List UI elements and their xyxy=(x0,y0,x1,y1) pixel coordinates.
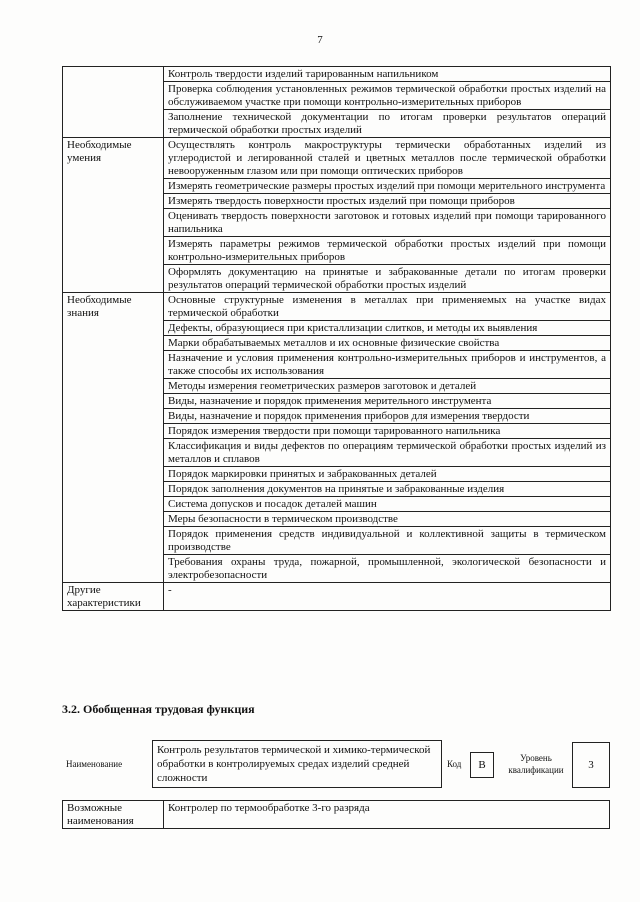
table-cell: Система допусков и посадок деталей машин xyxy=(164,497,611,512)
table-cell: Порядок заполнения документов на принятые и забракованные изделия xyxy=(164,482,611,497)
row-header: Необходимые знания xyxy=(63,293,164,583)
row-header xyxy=(63,67,164,138)
table-row xyxy=(63,138,611,179)
row-header: Необходимые умения xyxy=(63,138,164,293)
table-cell: Порядок измерения твердости при помощи тарированного напильника xyxy=(164,424,611,439)
function-code-value: B xyxy=(470,752,494,778)
possible-positions-label: Возможные наименования xyxy=(63,801,164,829)
table-cell: Виды, назначение и порядок применения мерительного инструмента xyxy=(164,394,611,409)
table-cell: Виды, назначение и порядок применения приборов для измерения твердости xyxy=(164,409,611,424)
table-cell: Назначение и условия применения контрольно-измерительных приборов и инструментов, а также способы их использования xyxy=(164,351,611,379)
requirements-table xyxy=(62,66,611,611)
table-cell: Меры безопасности в термическом производстве xyxy=(164,512,611,527)
row-header: Другие характеристики xyxy=(63,583,164,611)
table-cell: Измерять твердость поверхности простых изделий при помощи приборов xyxy=(164,194,611,209)
function-name-label: Наименование xyxy=(66,759,123,769)
table-cell: Классификация и виды дефектов по операциям термической обработки простых изделий из металлов и сплавов xyxy=(164,439,611,467)
table-cell: Требования охраны труда, пожарной, промышленной, экологической безопасности и электробезопасности xyxy=(164,555,611,583)
table-cell: Проверка соблюдения установленных режимов термической обработки простых изделий на обслуживаемом участке при помощи контрольно-измерительных приборов xyxy=(164,82,611,110)
table-cell: - xyxy=(164,583,611,611)
possible-positions-value: Контролер по термообработке 3-го разряда xyxy=(164,801,610,829)
function-code-label: Код xyxy=(447,759,462,769)
table-cell: Методы измерения геометрических размеров заготовок и деталей xyxy=(164,379,611,394)
page-number: 7 xyxy=(317,34,323,46)
table-cell: Оценивать твердость поверхности заготовок и готовых изделий при помощи тарированного напильника xyxy=(164,209,611,237)
generalized-function-row xyxy=(62,740,610,790)
table-cell: Порядок маркировки принятых и забракованных деталей xyxy=(164,467,611,482)
table-row xyxy=(63,293,611,321)
section-title: 3.2. Обобщенная трудовая функция xyxy=(62,702,255,716)
possible-positions-table xyxy=(62,800,610,829)
function-name-value: Контроль результатов термической и химико-термической обработки в контролируемых средах изделий средней сложности xyxy=(152,740,442,788)
table-cell: Осуществлять контроль макроструктуры термически обработанных изделий из углеродистой и легированной сталей и цветных металлов после термической обработки невооруженным глазом или при помощи оптических приборов xyxy=(164,138,611,179)
table-cell: Дефекты, образующиеся при кристаллизации слитков, и методы их выявления xyxy=(164,321,611,336)
table-row xyxy=(63,67,611,82)
table-cell: Марки обрабатываемых металлов и их основные физические свойства xyxy=(164,336,611,351)
table-cell: Контроль твердости изделий тарированным напильником xyxy=(164,67,611,82)
table-cell: Измерять параметры режимов термической обработки простых изделий при помощи контрольно-измерительных приборов xyxy=(164,237,611,265)
table-cell: Основные структурные изменения в металлах при применяемых на участке видах термической обработки xyxy=(164,293,611,321)
table-row xyxy=(63,583,611,611)
table-cell: Заполнение технической документации по итогам проверки результатов операций термической обработки простых изделий xyxy=(164,110,611,138)
table-cell: Измерять геометрические размеры простых изделий при помощи мерительного инструмента xyxy=(164,179,611,194)
table-cell: Порядок применения средств индивидуальной и коллективной защиты в термическом производстве xyxy=(164,527,611,555)
table-cell: Оформлять документацию на принятые и забракованные детали по итогам проверки результатов операций термической обработки простых изделий xyxy=(164,265,611,293)
qualification-level-value: 3 xyxy=(572,742,610,788)
qualification-level-label: Уровень квалификации xyxy=(508,753,564,775)
